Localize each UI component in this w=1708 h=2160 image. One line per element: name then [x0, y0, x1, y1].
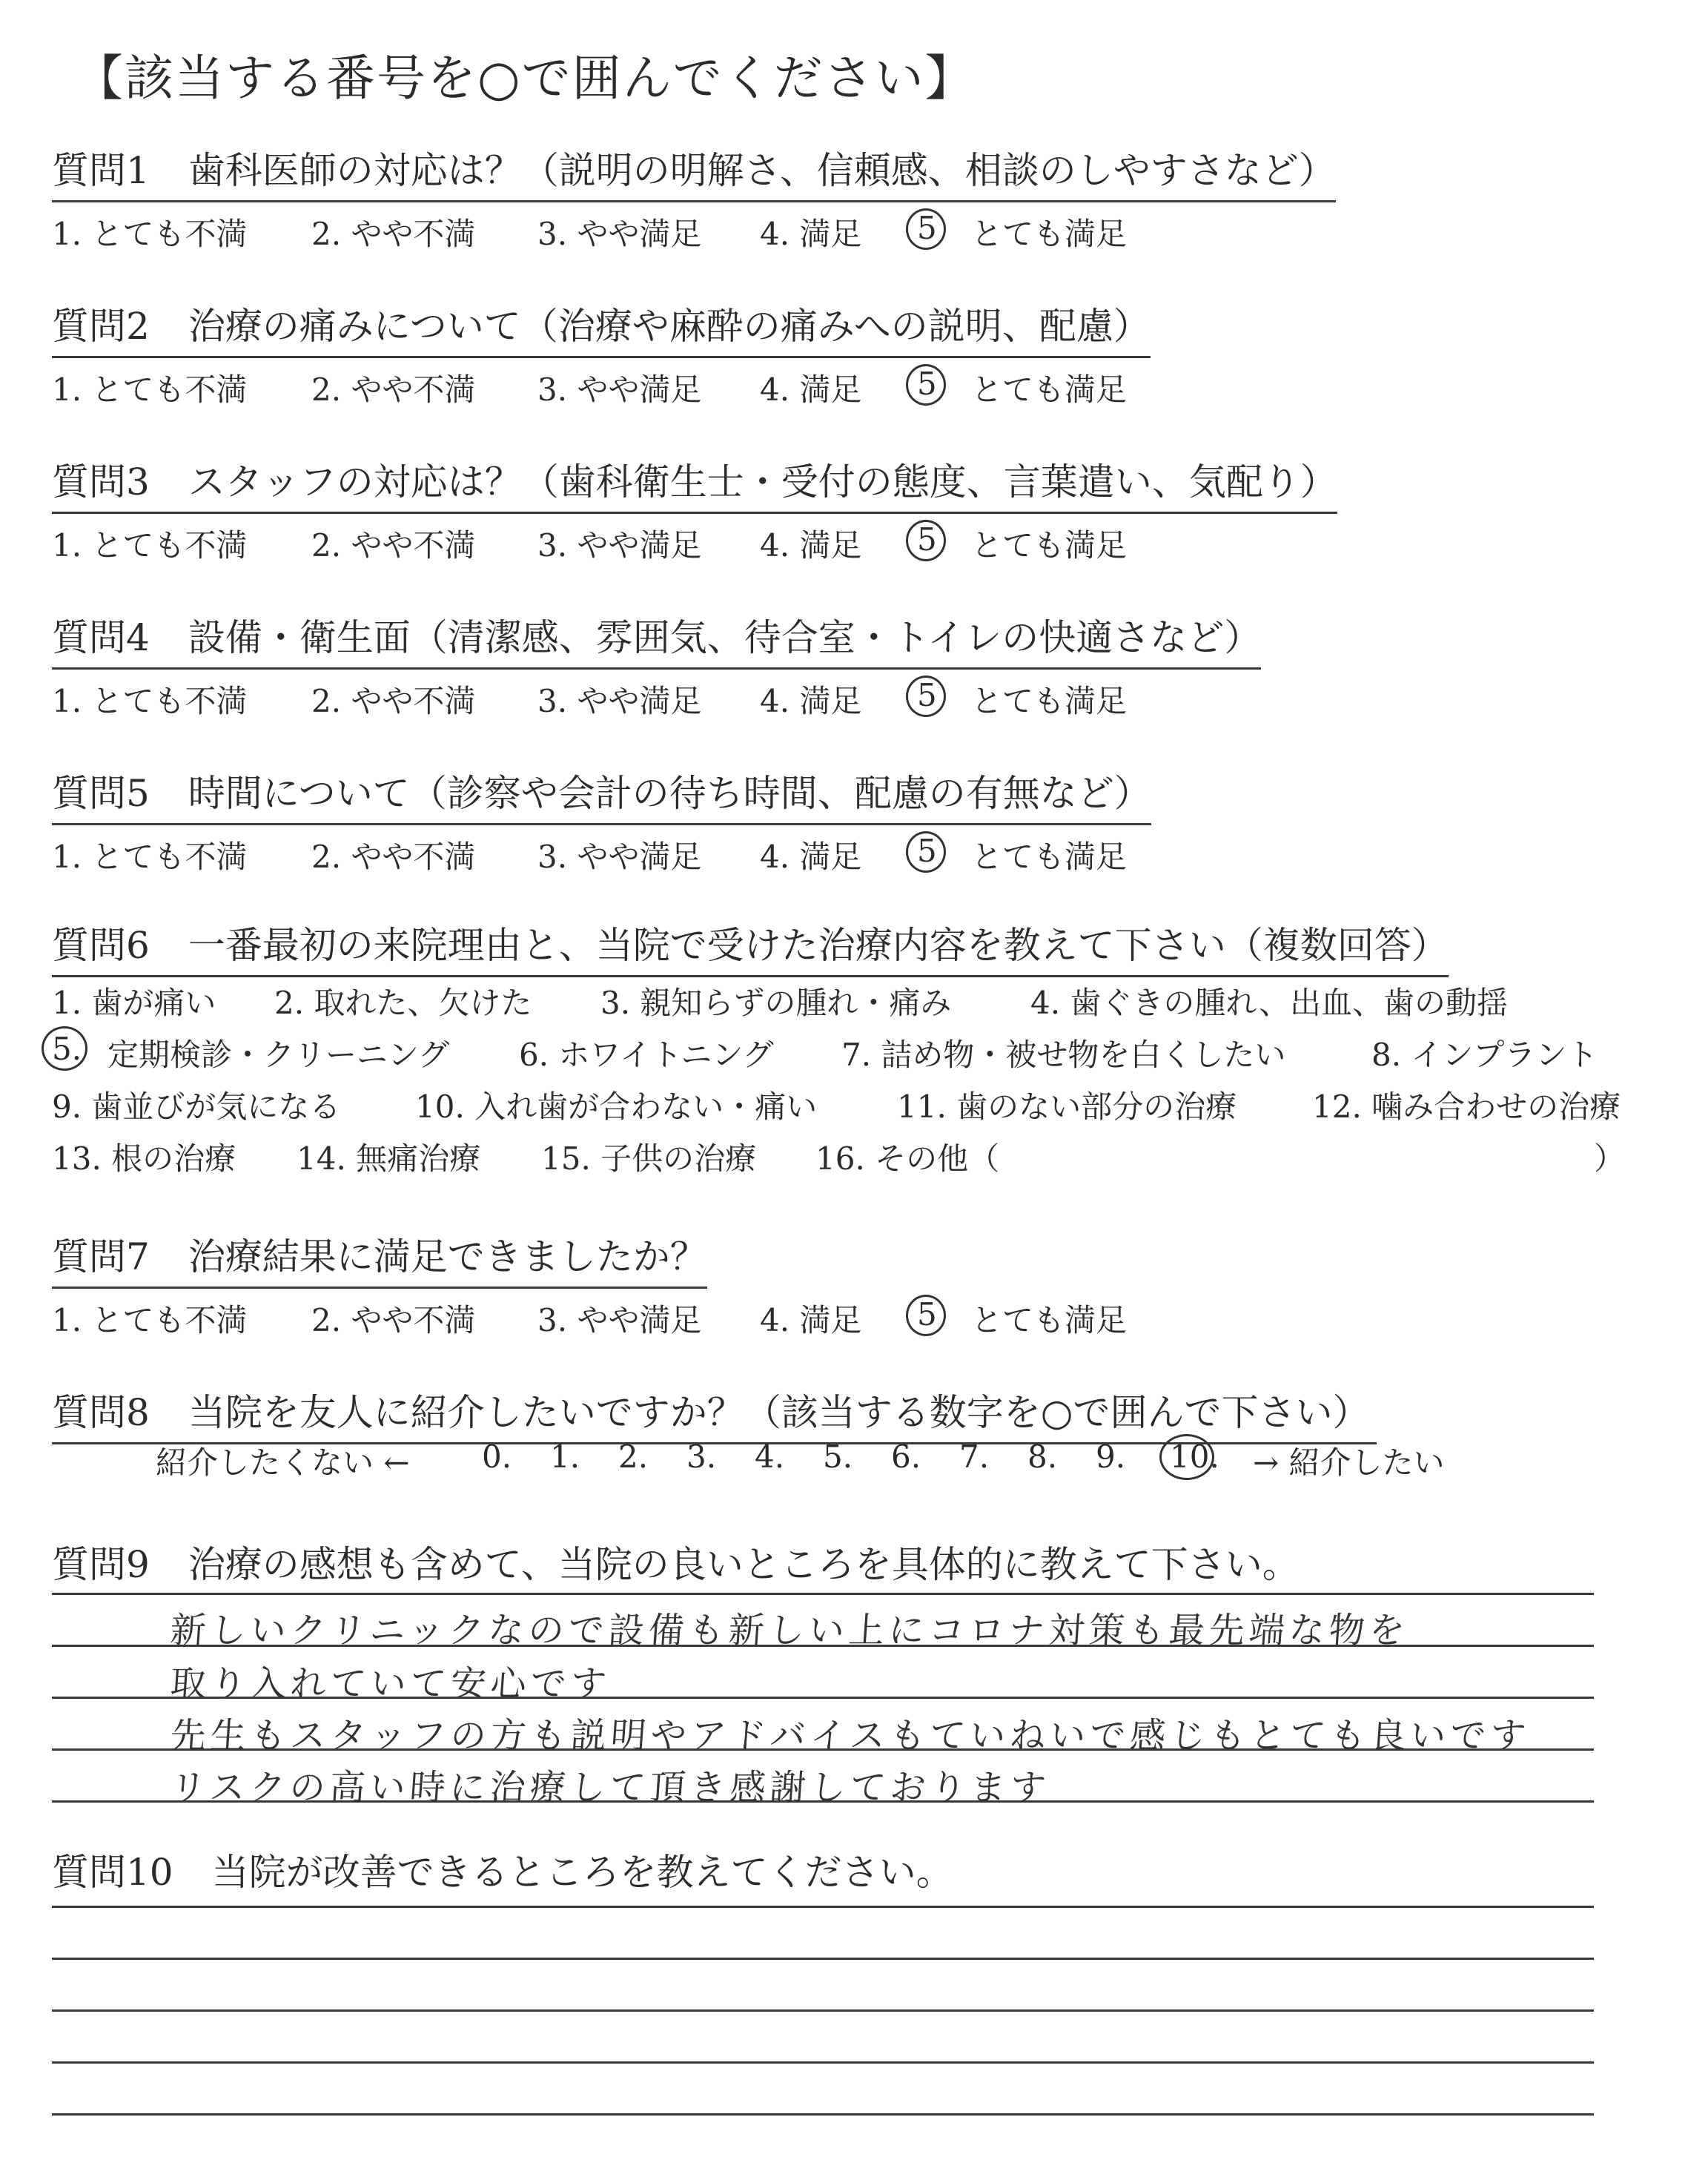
option-2[interactable]: 2. やや不満 — [311, 216, 476, 252]
reason-option-14[interactable]: 14. 無痛治療 — [297, 1140, 481, 1177]
question-number: 質問5 — [52, 772, 150, 815]
reason-option-10[interactable]: 10. 入れ歯が合わない・痛い — [415, 1089, 818, 1125]
question-number: 質問10 — [52, 1851, 173, 1894]
option-5-label: とても満足 — [971, 839, 1128, 875]
question-text: 歯科医師の対応は？（説明の明解さ、信頼感、相談のしやすさなど） — [188, 149, 1336, 192]
option-2[interactable]: 2. やや不満 — [311, 683, 476, 719]
question-8 — [52, 1383, 1377, 1444]
reason-option-6[interactable]: 6. ホワイトニング — [519, 1037, 774, 1073]
option-1[interactable]: 1. とても不満 — [52, 683, 248, 719]
option-1[interactable]: 1. とても不満 — [52, 527, 248, 564]
reason-option-12[interactable]: 12. 噛み合わせの治療 — [1312, 1089, 1621, 1125]
rating-options — [52, 210, 1336, 256]
handwritten-answer-line-4: リスクの高い時に治療して頂き感謝しております — [168, 1767, 1052, 1809]
question-6-heading — [52, 916, 1449, 977]
scale-right-label: → 紹介したい — [1253, 1444, 1445, 1481]
option-3[interactable]: 3. やや満足 — [537, 527, 702, 564]
reason-option-16[interactable]: 16. その他（ — [815, 1140, 1000, 1177]
question-text: スタッフの対応は？（歯科衛生士・受付の態度、言葉遣い、気配り） — [188, 460, 1337, 503]
question-text: 当院を友人に紹介したいですか？（該当する数字を○で囲んで下さい） — [188, 1391, 1370, 1434]
question-5-heading — [52, 764, 1151, 825]
question-9 — [52, 1535, 1300, 1588]
option-4[interactable]: 4. 満足 — [760, 527, 862, 564]
question-text: 一番最初の来院理由と、当院で受けた治療内容を教えて下さい（複数回答） — [188, 924, 1449, 967]
question-text: 設備・衛生面（清潔感、雰囲気、待合室・トイレの快適さなど） — [188, 616, 1262, 659]
question-number: 質問7 — [52, 1235, 150, 1278]
answer-line — [52, 2113, 1594, 2116]
reason-option-1[interactable]: 1. 歯が痛い — [52, 985, 216, 1021]
scale-1[interactable]: 1. — [550, 1439, 580, 1475]
other-close-paren: ） — [1594, 1140, 1626, 1177]
option-1[interactable]: 1. とても不満 — [52, 371, 248, 408]
question-7-heading — [52, 1227, 707, 1289]
question-text: 当院が改善できるところを教えてください。 — [211, 1851, 953, 1894]
option-1[interactable]: 1. とても不満 — [52, 1302, 248, 1338]
handwritten-answer-line-3: 先生もスタッフの方も説明やアドバイスもていねいで感じもとても良いです — [168, 1715, 1532, 1757]
rating-options — [52, 366, 1151, 412]
answer-line — [52, 1958, 1594, 1960]
question-10 — [52, 1843, 953, 1896]
question-4-heading — [52, 608, 1261, 670]
scale-3[interactable]: 3. — [686, 1439, 717, 1475]
option-5-selected[interactable]: 5 — [917, 833, 937, 869]
option-2[interactable]: 2. やや不満 — [311, 527, 476, 564]
question-6 — [52, 916, 1449, 977]
question-2-heading — [52, 297, 1151, 358]
question-1-heading — [52, 141, 1336, 202]
question-text: 治療の感想も含めて、当院の良いところを具体的に教えて下さい。 — [188, 1543, 1300, 1586]
option-5-label: とても満足 — [971, 527, 1128, 564]
answer-line — [52, 2061, 1594, 2064]
question-text: 時間について（診察や会計の待ち時間、配慮の有無など） — [188, 772, 1151, 815]
question-number: 質問2 — [52, 305, 150, 348]
option-5-label: とても満足 — [971, 1302, 1128, 1338]
question-number: 質問9 — [52, 1543, 150, 1586]
answer-line — [52, 1593, 1594, 1595]
option-3[interactable]: 3. やや満足 — [537, 839, 702, 875]
option-5-selected[interactable]: 5 — [917, 677, 937, 713]
reason-option-13[interactable]: 13. 根の治療 — [52, 1140, 236, 1177]
question-7 — [52, 1227, 1128, 1342]
option-2[interactable]: 2. やや不満 — [311, 371, 476, 408]
option-4[interactable]: 4. 満足 — [760, 371, 862, 408]
reason-option-8[interactable]: 8. インプラント — [1371, 1037, 1598, 1073]
question-number: 質問8 — [52, 1391, 150, 1434]
scale-0[interactable]: 0. — [482, 1439, 512, 1475]
scale-8[interactable]: 8. — [1027, 1439, 1058, 1475]
option-2[interactable]: 2. やや不満 — [311, 1302, 476, 1338]
question-5 — [52, 764, 1151, 879]
question-10-heading — [52, 1843, 953, 1896]
scale-9[interactable]: 9. — [1096, 1439, 1126, 1475]
rating-options — [52, 521, 1337, 567]
page-title: 【該当する番号を○で囲んでください】 — [74, 50, 976, 107]
question-number: 質問1 — [52, 149, 150, 192]
rating-options — [52, 1296, 1128, 1342]
question-1 — [52, 141, 1336, 256]
option-5-selected[interactable]: 5 — [917, 366, 937, 402]
question-2 — [52, 297, 1151, 412]
question-number: 質問6 — [52, 924, 150, 967]
reason-option-2[interactable]: 2. 取れた、欠けた — [274, 985, 532, 1021]
scale-6[interactable]: 6. — [891, 1439, 921, 1475]
question-text: 治療の痛みについて（治療や麻酔の痛みへの説明、配慮） — [188, 305, 1151, 348]
option-2[interactable]: 2. やや不満 — [311, 839, 476, 875]
answer-line — [52, 2009, 1594, 2012]
question-text: 治療結果に満足できましたか？ — [188, 1235, 707, 1278]
option-3[interactable]: 3. やや満足 — [537, 1302, 702, 1338]
option-3[interactable]: 3. やや満足 — [537, 371, 702, 408]
option-5-label: とても満足 — [971, 371, 1128, 408]
option-3[interactable]: 3. やや満足 — [537, 216, 702, 252]
scale-7[interactable]: 7. — [959, 1439, 990, 1475]
question-6-options — [52, 979, 1683, 1177]
option-1[interactable]: 1. とても不満 — [52, 839, 248, 875]
question-number: 質問4 — [52, 616, 150, 659]
option-4[interactable]: 4. 満足 — [760, 1302, 862, 1338]
scale-2[interactable]: 2. — [618, 1439, 649, 1475]
scale-5[interactable]: 5. — [823, 1439, 853, 1475]
reason-option-11[interactable]: 11. 歯のない部分の治療 — [897, 1089, 1237, 1125]
handwritten-answer-line-1: 新しいクリニックなので設備も新しい上にコロナ対策も最先端な物を — [168, 1610, 1411, 1651]
rating-options — [52, 833, 1151, 879]
option-5-label: とても満足 — [971, 683, 1128, 719]
scale-10-selected[interactable]: 10. — [1170, 1439, 1219, 1475]
option-5-selected[interactable]: 5 — [917, 210, 937, 246]
question-number: 質問3 — [52, 460, 150, 503]
answer-line — [52, 1906, 1594, 1908]
question-9-heading — [52, 1535, 1300, 1588]
option-5-label: とても満足 — [971, 216, 1128, 252]
option-4[interactable]: 4. 満足 — [760, 839, 862, 875]
scale-4[interactable]: 4. — [755, 1439, 785, 1475]
reason-option-4[interactable]: 4. 歯ぐきの腫れ、出血、歯の動揺 — [1030, 985, 1508, 1021]
reason-option-7[interactable]: 7. 詰め物・被せ物を白くしたい — [841, 1037, 1286, 1073]
question-3-heading — [52, 452, 1337, 514]
handwritten-answer-line-2: 取り入れていて安心です — [168, 1663, 612, 1705]
option-4[interactable]: 4. 満足 — [760, 683, 862, 719]
reason-option-5-selected[interactable]: 5. — [52, 1031, 82, 1067]
reason-option-5-label: 定期検診・クリーニング — [107, 1037, 450, 1073]
question-4 — [52, 608, 1261, 723]
option-1[interactable]: 1. とても不満 — [52, 216, 248, 252]
question-3 — [52, 452, 1337, 567]
option-5-selected[interactable]: 5 — [917, 1296, 937, 1332]
option-4[interactable]: 4. 満足 — [760, 216, 862, 252]
reason-option-9[interactable]: 9. 歯並びが気になる — [52, 1089, 341, 1125]
option-5-selected[interactable]: 5 — [917, 521, 937, 558]
rating-options — [52, 677, 1261, 723]
scale-left-label: 紹介したくない ← — [156, 1444, 410, 1481]
reason-option-15[interactable]: 15. 子供の治療 — [541, 1140, 757, 1177]
reason-option-3[interactable]: 3. 親知らずの腫れ・痛み — [600, 985, 952, 1021]
question-8-heading — [52, 1383, 1377, 1444]
referral-scale — [156, 1439, 1564, 1490]
option-3[interactable]: 3. やや満足 — [537, 683, 702, 719]
